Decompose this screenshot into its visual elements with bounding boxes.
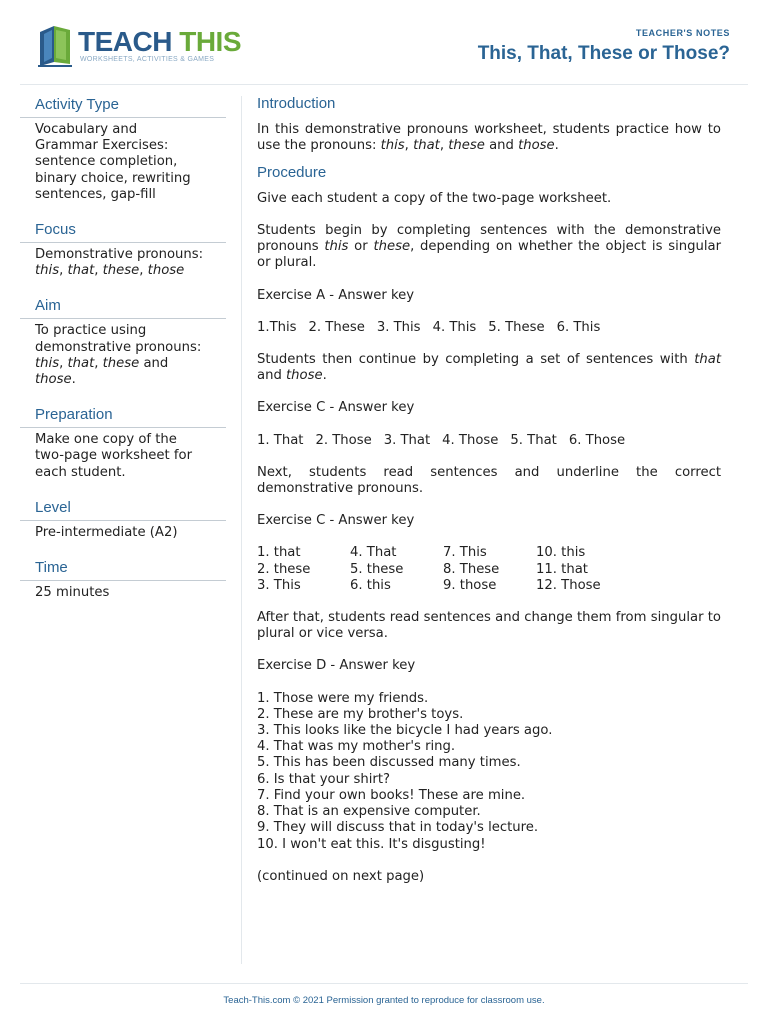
exercise-d-label: Exercise D - Answer key xyxy=(257,658,416,674)
exercise-a-label: Exercise A - Answer key xyxy=(257,287,415,303)
activity-type-body: Vocabulary and Grammar Exercises: sentence completion, binary choice, rewriting sentences, gap-fill xyxy=(35,122,191,202)
procedure-heading: Procedure xyxy=(257,163,327,181)
preparation-section xyxy=(20,406,226,481)
list-item: 6. Is that your shirt? xyxy=(257,771,391,787)
teachers-notes-label: TEACHER'S NOTES xyxy=(635,28,730,38)
logo-tagline: WORKSHEETS, ACTIVITIES & GAMES xyxy=(80,56,215,63)
list-item: 9. They will discuss that in today's lecture. xyxy=(257,820,539,836)
exercise-d-answers xyxy=(257,691,721,853)
activity-type-section xyxy=(20,96,226,203)
list-item: 5. This has been discussed many times. xyxy=(257,755,521,771)
exercise-a-answers: 1.This 2. These 3. This 4. This 5. These 6. This xyxy=(257,319,601,335)
list-item: 7. Find your own books! These are mine. xyxy=(257,787,526,803)
procedure-step-3: Students then continue by completing a set of sentences with that and those. xyxy=(257,352,721,384)
time-section xyxy=(20,559,226,601)
list-item: 8. That is an expensive computer. xyxy=(257,804,481,820)
time-heading: Time xyxy=(20,559,226,581)
footer-copyright: Teach-This.com © 2021 Permission granted to reproduce for classroom use. xyxy=(223,995,545,1006)
column-divider xyxy=(241,96,242,964)
time-body: 25 minutes xyxy=(35,585,110,601)
procedure-step-1: Give each student a copy of the two-page worksheet. xyxy=(257,190,612,206)
focus-body: Demonstrative pronouns: this, that, these, those xyxy=(35,247,204,279)
level-body: Pre-intermediate (A2) xyxy=(35,524,178,540)
aim-heading: Aim xyxy=(20,297,226,319)
introduction-text: In this demonstrative pronouns worksheet, students practice how to use the pronouns: this, that, these and those. xyxy=(257,122,721,154)
focus-section xyxy=(20,221,226,279)
header-divider xyxy=(20,84,748,85)
aim-section xyxy=(20,297,226,388)
footer-divider xyxy=(20,983,748,984)
exercise-c2-answers: 1. that 4. That 7. This 10. this 2. these 5. these 8. These 11. that 3. This 6. this 9. those 12. Those xyxy=(257,545,601,593)
list-item: 1. Those were my friends. xyxy=(257,690,429,706)
list-item: 3. This looks like the bicycle I had years ago. xyxy=(257,723,553,739)
procedure-step-4: Next, students read sentences and underline the correct demonstrative pronouns. xyxy=(257,464,721,497)
teach-this-logo xyxy=(36,22,242,70)
exercise-c-label: Exercise C - Answer key xyxy=(257,400,415,416)
continued-note: (continued on next page) xyxy=(257,868,425,884)
preparation-body: Make one copy of the two-page worksheet for each student. xyxy=(35,432,193,480)
list-item: 4. That was my mother's ring. xyxy=(257,739,456,755)
exercise-c-answers: 1. That 2. Those 3. That 4. Those 5. That 6. Those xyxy=(257,432,626,448)
book-logo-icon xyxy=(36,22,78,68)
procedure-step-5: After that, students read sentences and change them from singular to plural or vice versa. xyxy=(257,610,721,642)
level-section xyxy=(20,499,226,541)
list-item: 10. I won't eat this. It's disgusting! xyxy=(257,836,486,852)
page-header xyxy=(0,0,768,86)
page-title: This, That, These or Those? xyxy=(477,43,730,64)
level-heading: Level xyxy=(20,499,226,521)
main-content xyxy=(257,96,721,901)
exercise-c2-label: Exercise C - Answer key xyxy=(257,513,415,529)
procedure-step-2: Students begin by completing sentences with the demonstrative pronouns this or these, depending on whether the object is singular or plural. xyxy=(257,223,722,271)
focus-heading: Focus xyxy=(20,221,226,243)
logo-wordmark: TEACH THIS xyxy=(78,26,242,57)
sidebar xyxy=(20,96,226,619)
preparation-heading: Preparation xyxy=(20,406,226,428)
list-item: 2. These are my brother's toys. xyxy=(257,706,464,722)
aim-body: To practice using demonstrative pronouns: this, that, these and those. xyxy=(35,323,202,388)
introduction-heading: Introduction xyxy=(257,95,336,112)
activity-type-heading: Activity Type xyxy=(20,96,226,118)
